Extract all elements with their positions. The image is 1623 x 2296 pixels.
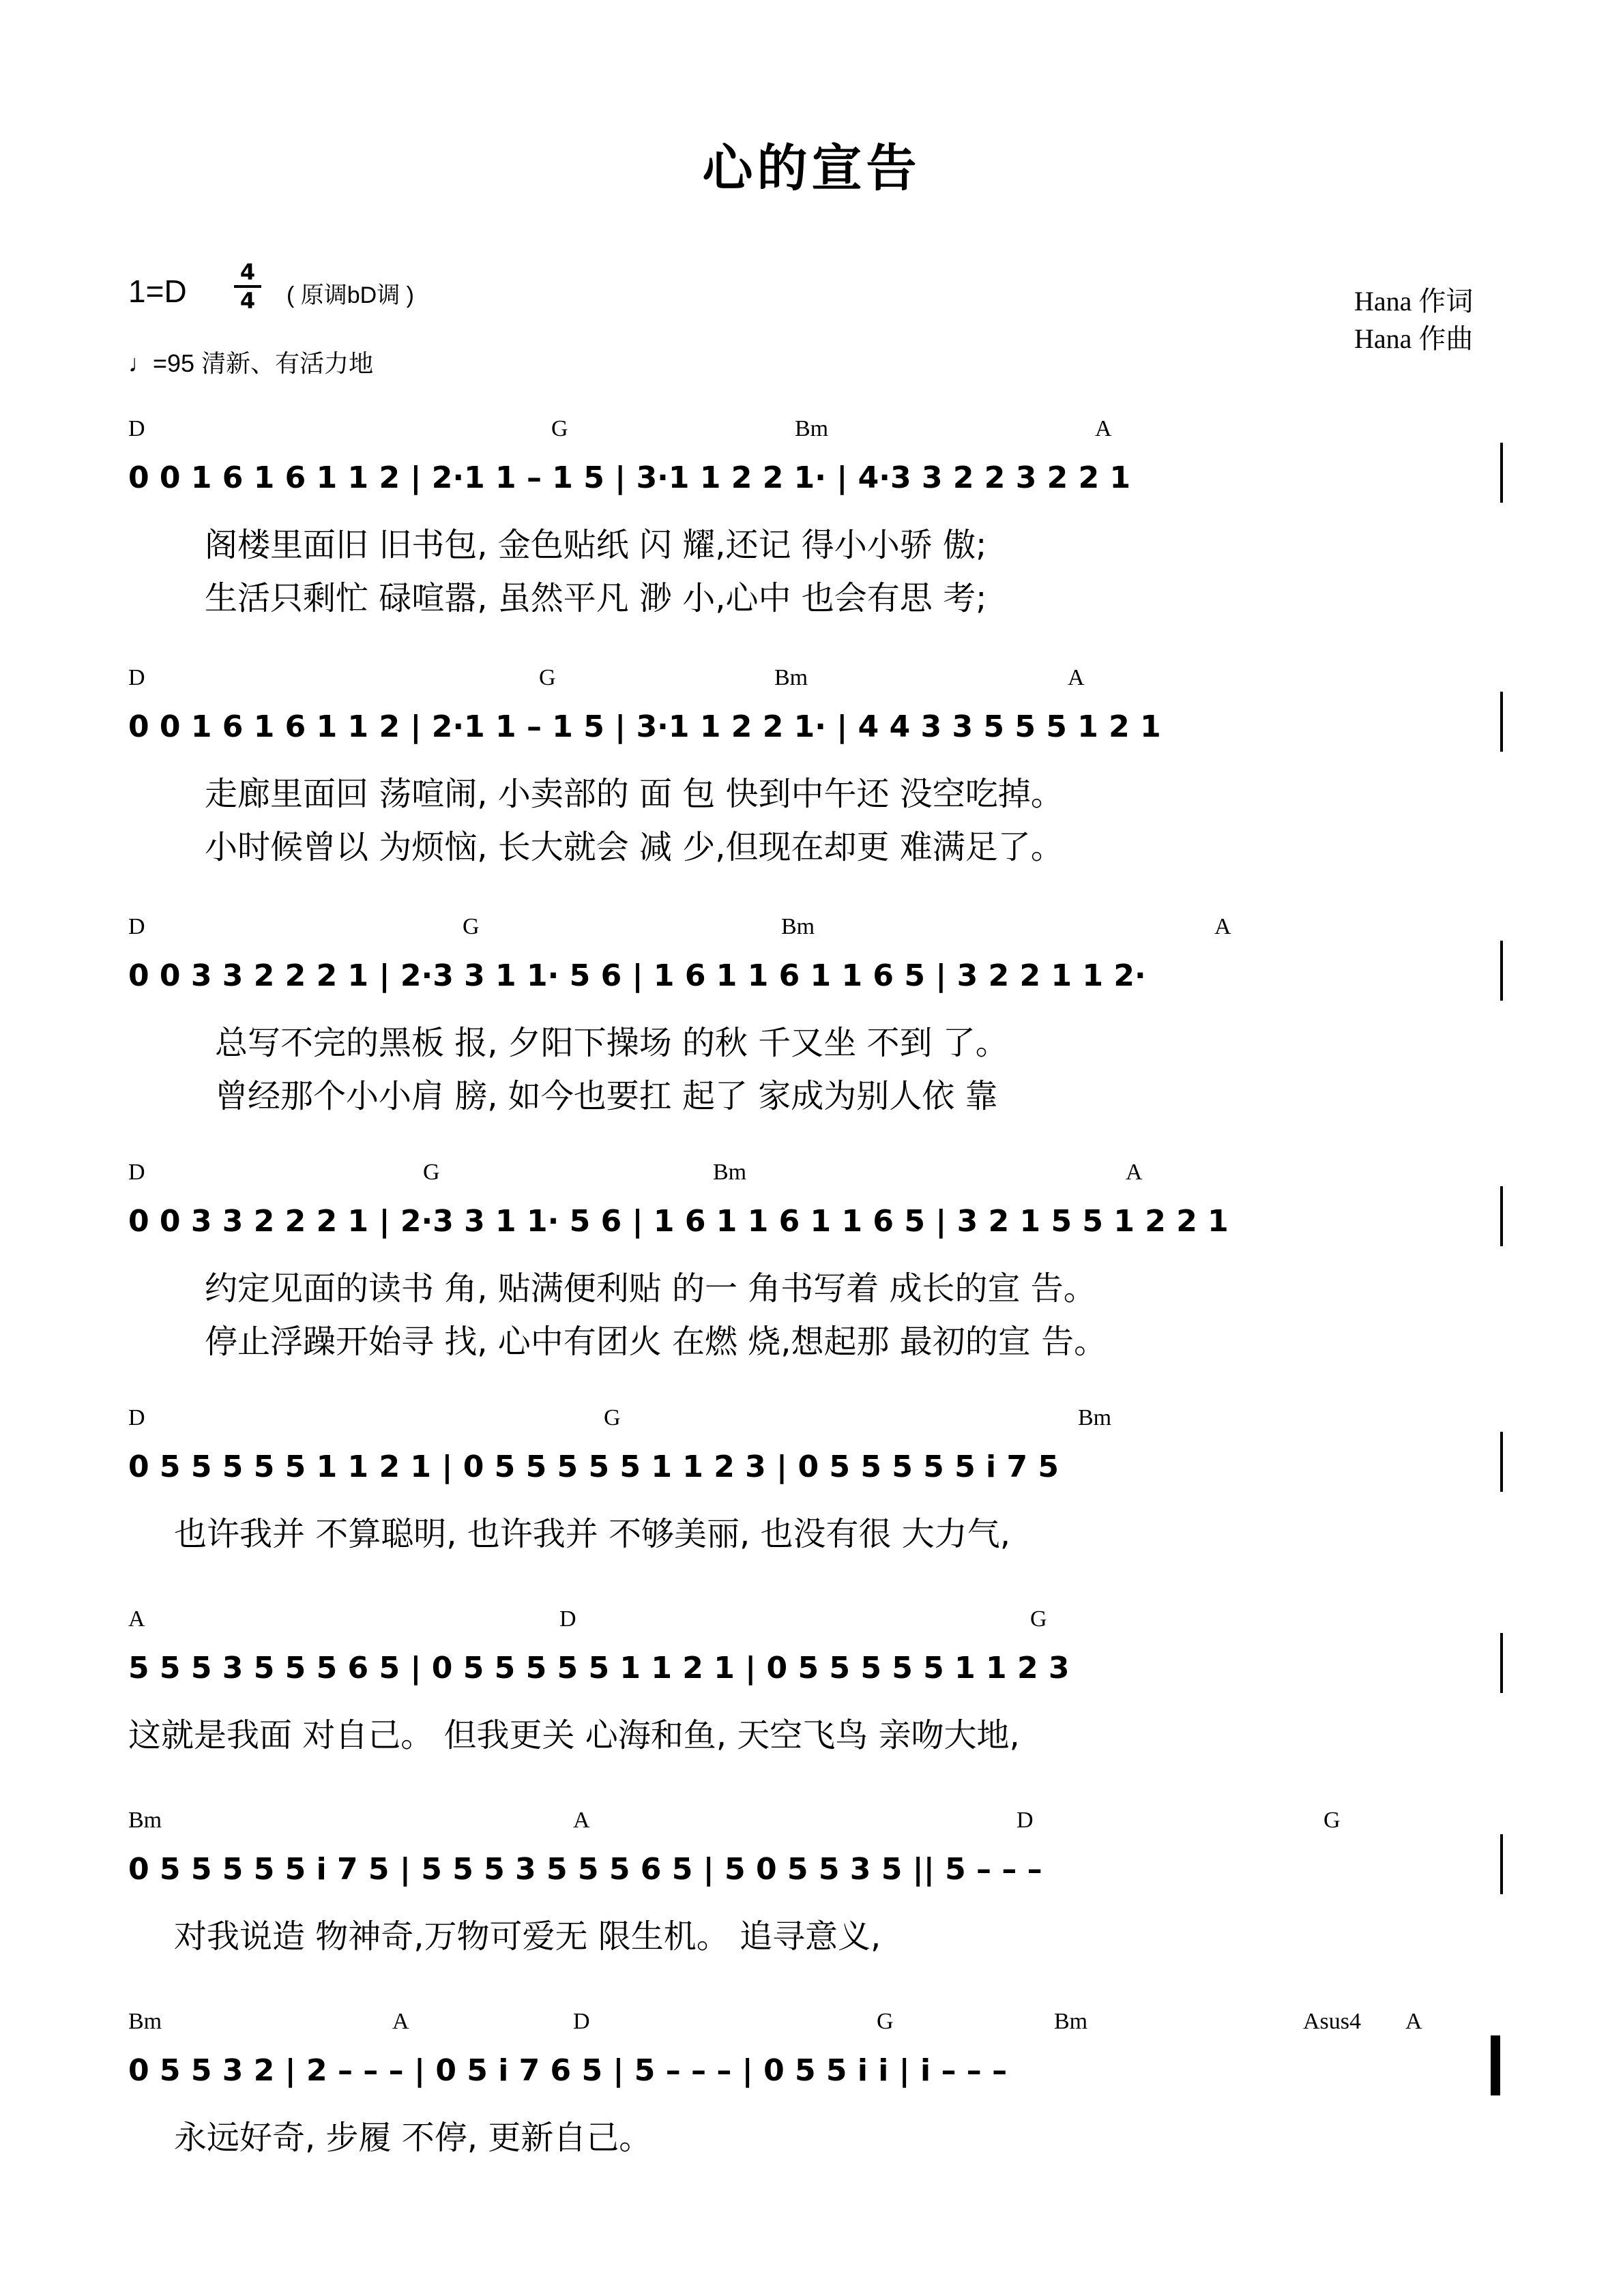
chord-symbol: Bm xyxy=(774,665,808,690)
chord-symbol: Bm xyxy=(795,416,829,441)
chord-symbol: G xyxy=(877,2009,894,2034)
notation-line xyxy=(0,460,1623,515)
chord-symbol: G xyxy=(1324,1808,1341,1833)
lyric-verse-1: 这就是我面 对自己。 但我更关 心海和鱼, 天空飞鸟 亲吻大地, xyxy=(128,1716,1020,1754)
chord-symbol: Bm xyxy=(128,1808,162,1833)
notation-text: 0 5 5 3 2 | 2 – – – | 0 5 i 7 6 5 | 5 – – – | 0 5 5 i i | i – – – xyxy=(128,2053,1008,2088)
final-barline xyxy=(1491,2035,1500,2095)
notation-text: 5 5 5 3 5 5 5 6 5 | 0 5 5 5 5 5 1 1 2 1 | 0 5 5 5 5 5 1 1 2 3 xyxy=(128,1651,1070,1686)
notation-line xyxy=(0,1852,1623,1907)
lyric-verse-2: 曾经那个小小肩 膀, 如今也要扛 起了 家成为别人依 靠 xyxy=(215,1077,998,1115)
notation-text: 0 5 5 5 5 5 1 1 2 1 | 0 5 5 5 5 5 1 1 2 3 | 0 5 5 5 5 5 i 7 5 xyxy=(128,1449,1059,1484)
notation-line xyxy=(0,709,1623,764)
chord-symbol: D xyxy=(559,1606,576,1632)
lyric-verse-1: 对我说造 物神奇,万物可爱无 限生机。 追寻意义, xyxy=(174,1917,881,1956)
barline xyxy=(1500,1633,1503,1693)
chord-symbol: G xyxy=(463,914,480,939)
chord-symbol: G xyxy=(539,665,556,690)
chord-symbol: D xyxy=(573,2009,590,2034)
chord-symbol: D xyxy=(128,416,145,441)
barline xyxy=(1500,443,1503,503)
notation-line xyxy=(0,1449,1623,1504)
chord-symbol: Bm xyxy=(781,914,815,939)
barline xyxy=(1500,692,1503,752)
chord-symbol: A xyxy=(1126,1160,1143,1185)
notation-text: 0 5 5 5 5 5 i 7 5 | 5 5 5 3 5 5 5 6 5 | 5 0 5 5 3 5 || 5 – – – xyxy=(128,1852,1042,1887)
notation-text: 0 0 1 6 1 6 1 1 2 | 2·1 1 – 1 5 | 3·1 1 2 2 1· | 4 4 3 3 5 5 5 1 2 1 xyxy=(128,709,1161,744)
chord-symbol: D xyxy=(1017,1808,1034,1833)
lyric-verse-1: 走廊里面回 荡喧闹, 小卖部的 面 包 快到中午还 没空吃掉。 xyxy=(205,775,1064,813)
time-signature-bottom: 4 xyxy=(239,288,256,314)
composer-credit: Hana 作曲 xyxy=(1354,323,1474,354)
chord-symbol: A xyxy=(392,2009,409,2034)
chord-symbol: D xyxy=(128,914,145,939)
chord-symbol: Bm xyxy=(1078,1405,1112,1430)
chord-symbol: D xyxy=(128,665,145,690)
chord-symbol: Asus4 xyxy=(1303,2009,1362,2034)
chord-symbol: D xyxy=(128,1160,145,1185)
notation-text: 0 0 1 6 1 6 1 1 2 | 2·1 1 – 1 5 | 3·1 1 2 2 1· | 4·3 3 2 2 3 2 2 1 xyxy=(128,460,1131,495)
notation-text: 0 0 3 3 2 2 2 1 | 2·3 3 1 1· 5 6 | 1 6 1 1 6 1 1 6 5 | 3 2 2 1 1 2· xyxy=(128,958,1146,993)
notation-line xyxy=(0,1651,1623,1705)
chord-symbol: A xyxy=(1068,665,1085,690)
chord-symbol: A xyxy=(1214,914,1231,939)
lyric-verse-2: 停止浮躁开始寻 找, 心中有团火 在燃 烧,想起那 最初的宣 告。 xyxy=(205,1323,1107,1361)
chord-symbol: G xyxy=(551,416,568,441)
song-title: 心的宣告 xyxy=(702,139,921,198)
lyric-verse-1: 总写不完的黑板 报, 夕阳下操场 的秋 千又坐 不到 了。 xyxy=(215,1024,1008,1062)
notation-line xyxy=(0,1204,1623,1259)
notation-line xyxy=(0,2053,1623,2108)
lyric-verse-1: 也许我并 不算聪明, 也许我并 不够美丽, 也没有很 大力气, xyxy=(174,1515,1011,1553)
chord-symbol: Bm xyxy=(713,1160,747,1185)
notation-text: 0 0 3 3 2 2 2 1 | 2·3 3 1 1· 5 6 | 1 6 1 1 6 1 1 6 5 | 3 2 1 5 5 1 2 2 1 xyxy=(128,1204,1229,1239)
barline xyxy=(1500,941,1503,1001)
original-key: ( 原调bD调 ) xyxy=(287,282,414,308)
chord-symbol: A xyxy=(1095,416,1112,441)
barline xyxy=(1500,1834,1503,1894)
barline xyxy=(1500,1186,1503,1246)
lyric-verse-1: 永远好奇, 步履 不停, 更新自己。 xyxy=(174,2119,652,2157)
lyricist-credit: Hana 作词 xyxy=(1354,286,1474,317)
chord-symbol: D xyxy=(128,1405,145,1430)
time-signature-top: 4 xyxy=(239,259,256,285)
lyric-verse-2: 小时候曾以 为烦恼, 长大就会 减 少,但现在却更 难满足了。 xyxy=(205,828,1064,866)
chord-symbol: G xyxy=(604,1405,621,1430)
lyric-verse-2: 生活只剩忙 碌喧嚣, 虽然平凡 渺 小,心中 也会有思 考; xyxy=(205,579,987,617)
time-signature xyxy=(234,261,261,312)
barline xyxy=(1500,1432,1503,1492)
chord-symbol: Bm xyxy=(128,2009,162,2034)
tempo-marking: ♩=95 清新、有活力地 xyxy=(128,349,374,377)
chord-symbol: A xyxy=(128,1606,145,1632)
key-signature: 1=D xyxy=(128,274,187,309)
chord-symbol: G xyxy=(423,1160,440,1185)
notation-line xyxy=(0,958,1623,1013)
lyric-verse-1: 约定见面的读书 角, 贴满便利贴 的一 角书写着 成长的宣 告。 xyxy=(205,1269,1096,1308)
chord-symbol: Bm xyxy=(1054,2009,1088,2034)
chord-symbol: A xyxy=(1405,2009,1422,2034)
chord-symbol: A xyxy=(573,1808,590,1833)
chord-symbol: G xyxy=(1030,1606,1047,1632)
lyric-verse-1: 阁楼里面旧 旧书包, 金色贴纸 闪 耀,还记 得小小骄 傲; xyxy=(205,526,987,564)
